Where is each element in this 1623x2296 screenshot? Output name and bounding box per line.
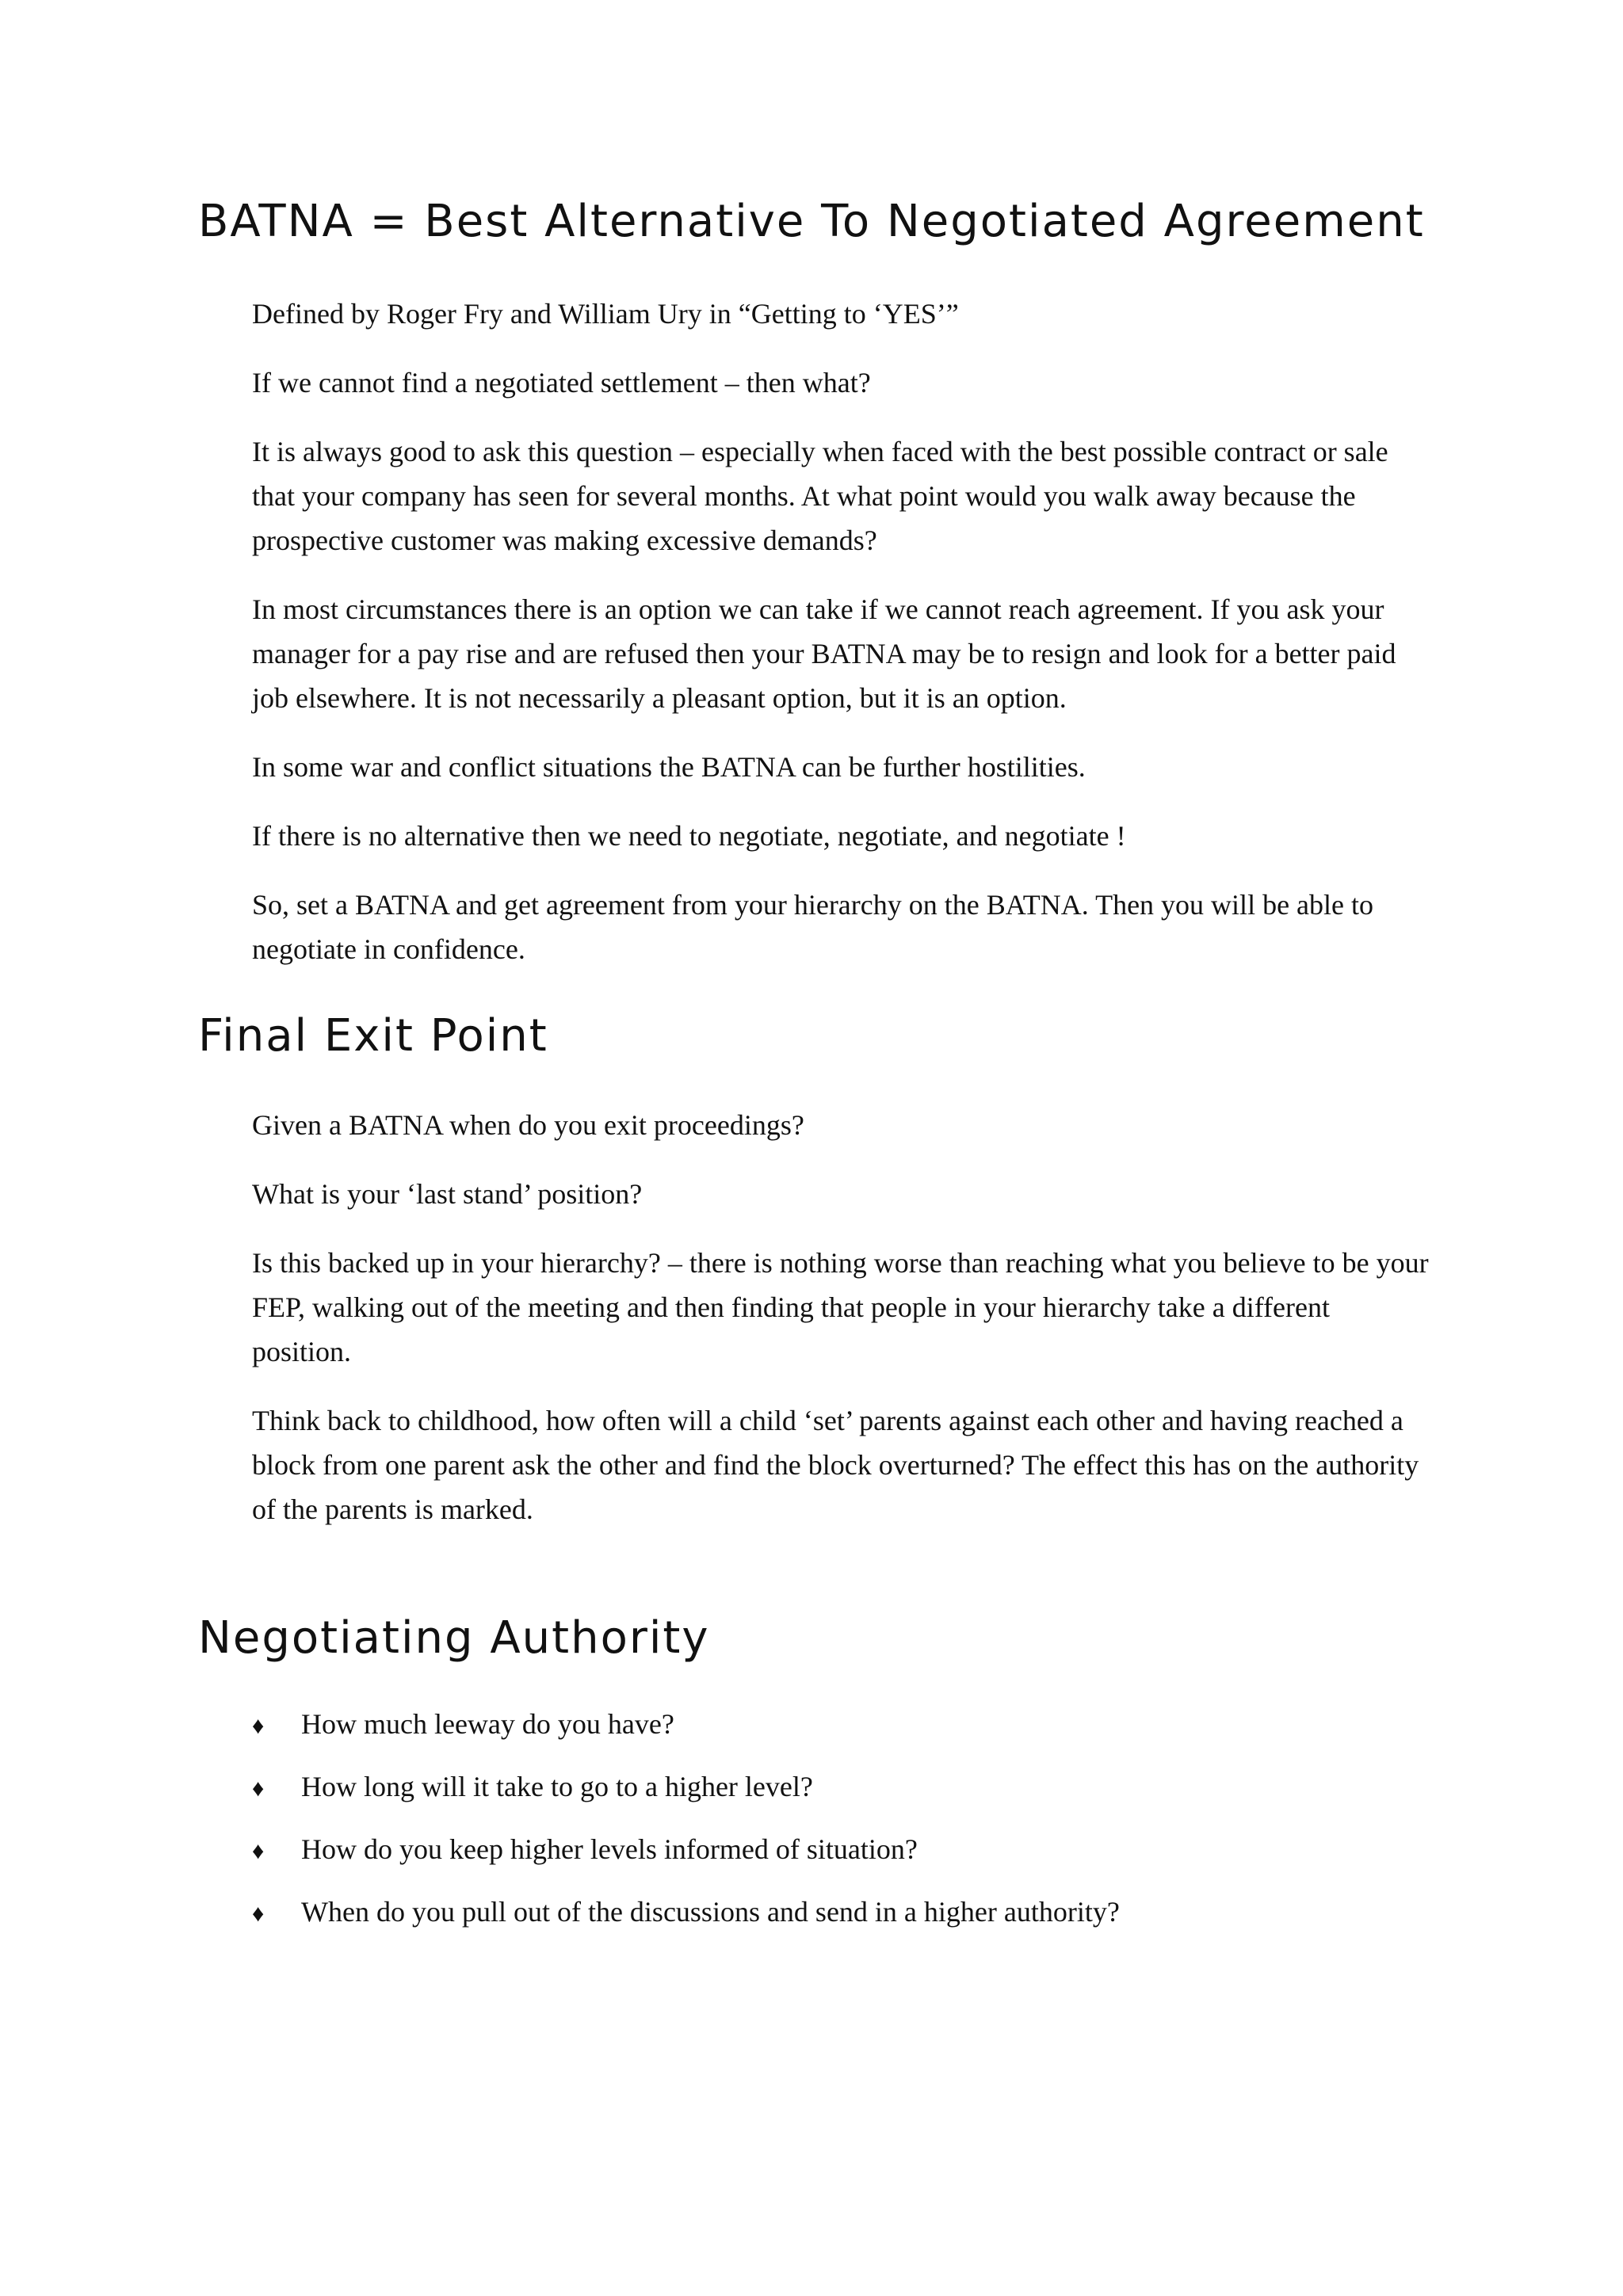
paragraph: Is this backed up in your hierarchy? – there is nothing worse than reaching what you believe to be your FEP, walking out of the meeting and then finding that people in your hierarchy take a different position. <box>252 1247 1429 1367</box>
diamond-icon: ♦ <box>252 1838 265 1864</box>
section-batna <box>198 190 1434 996</box>
paragraph: What is your ‘last stand’ position? <box>252 1178 643 1210</box>
section-heading: Negotiating Authority <box>198 1612 710 1664</box>
diamond-icon: ♦ <box>252 1775 265 1802</box>
bullet-list <box>198 1702 1434 1936</box>
diamond-icon: ♦ <box>252 1713 265 1739</box>
list-item <box>252 1827 1434 1874</box>
section-heading: BATNA = Best Alternative To Negotiated Agreement <box>198 196 1425 247</box>
list-item <box>252 1890 1434 1936</box>
list-item-text: How long will it take to go to a higher level? <box>301 1771 813 1802</box>
paragraph: In some war and conflict situations the BATNA can be further hostilities. <box>252 751 1086 783</box>
list-item-text: How much leeway do you have? <box>301 1708 674 1740</box>
paragraph: If there is no alternative then we need to negotiate, negotiate, and negotiate ! <box>252 820 1126 852</box>
paragraph: In most circumstances there is an option we can take if we cannot reach agreement. If you ask your manager for a pay rise and are refused then your BATNA may be to resign and look for a better paid job elsewhere. It is not necessarily a pleasant option, but it is an option. <box>252 593 1396 714</box>
list-item-text: When do you pull out of the discussions and send in a higher authority? <box>301 1896 1120 1928</box>
paragraph: So, set a BATNA and get agreement from your hierarchy on the BATNA. Then you will be able to negotiate in confidence. <box>252 889 1374 965</box>
section-heading: Final Exit Point <box>198 1010 548 1062</box>
paragraph: It is always good to ask this question – especially when faced with the best possible contract or sale that your company has seen for several months. At what point would you walk away because the prospective customer was making excessive demands? <box>252 436 1388 556</box>
paragraph: Think back to childhood, how often will a child ‘set’ parents against each other and having reached a block from one parent ask the other and find the block overturned? The effect this has on the authority of the parents is marked. <box>252 1405 1419 1525</box>
diamond-icon: ♦ <box>252 1901 265 1927</box>
paragraph: Given a BATNA when do you exit proceedings? <box>252 1109 804 1141</box>
section-final-exit-point <box>198 1005 1434 1556</box>
list-item <box>252 1702 1434 1749</box>
section-negotiating-authority <box>198 1607 1434 1952</box>
list-item <box>252 1764 1434 1811</box>
list-item-text: How do you keep higher levels informed of situation? <box>301 1833 918 1865</box>
paragraph: If we cannot find a negotiated settlement – then what? <box>252 367 871 399</box>
paragraph: Defined by Roger Fry and William Ury in “Getting to ‘YES’” <box>252 298 959 330</box>
